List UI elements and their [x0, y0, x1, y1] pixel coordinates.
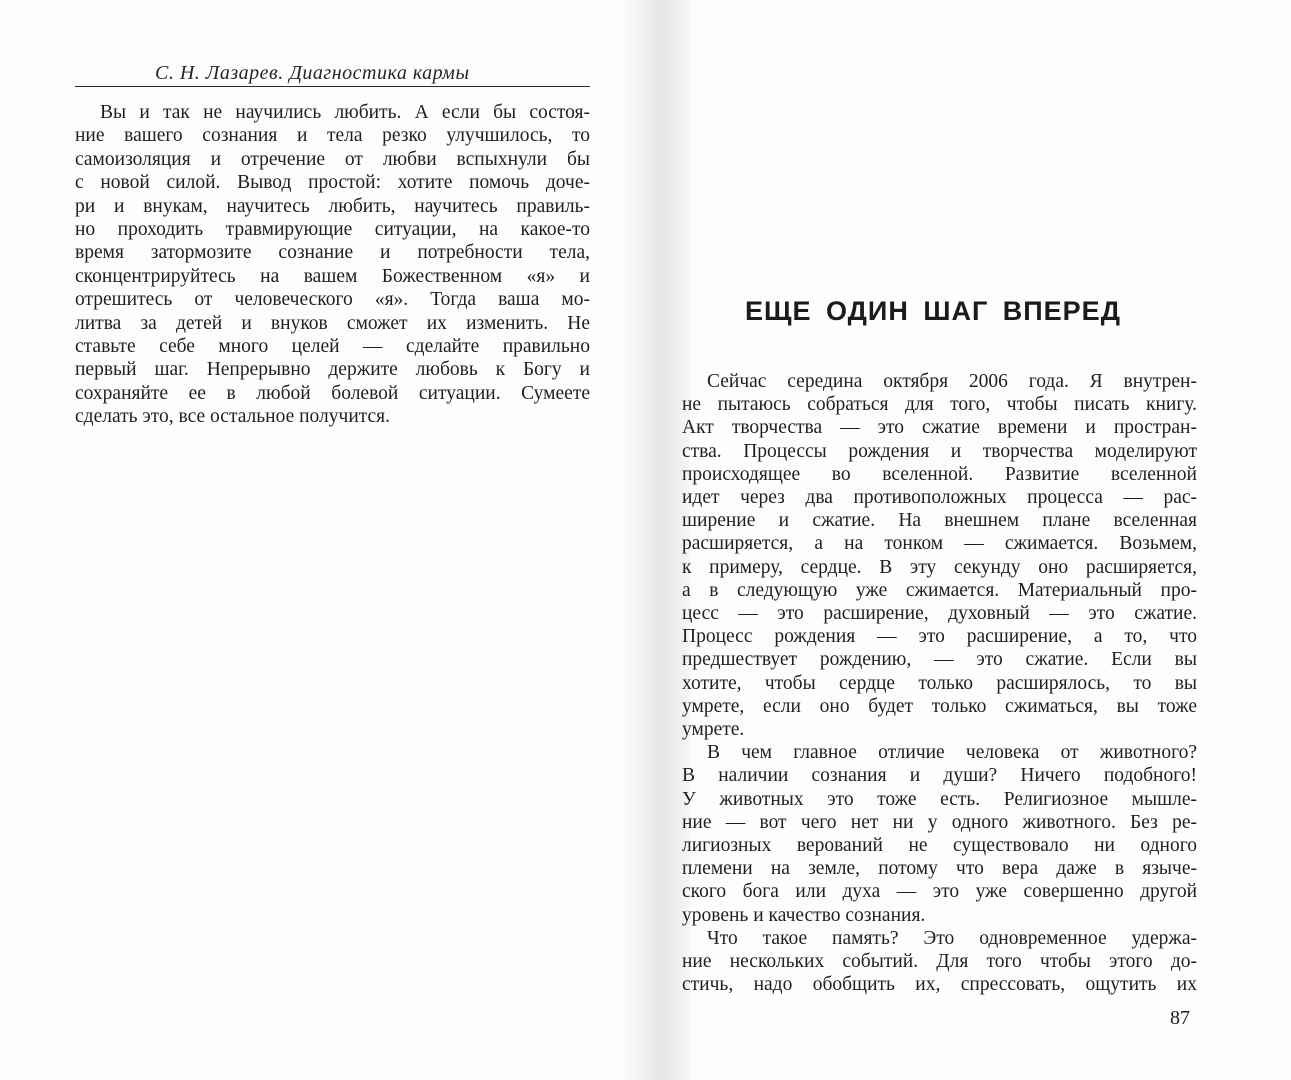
- text-line: ри и внукам, научитесь любить, научитесь правиль-: [75, 195, 590, 217]
- text-line: ского бога или духа — это уже совершенно другой: [682, 881, 1197, 903]
- text-line: происходящее во вселенной. Развитие вселенной: [682, 463, 1197, 485]
- text-line: ставьте себе много целей — сделайте правильно: [75, 336, 590, 358]
- text-line: умрете, если оно будет только сжиматься, вы тоже: [682, 695, 1197, 717]
- text-line: расширяется, а на тонком — сжимается. Возьмем,: [682, 533, 1197, 555]
- text-line: идет через два противоположных процесса — рас-: [682, 487, 1197, 509]
- text-line: ние — вот чего нет ни у одного животного. Без ре-: [682, 811, 1197, 833]
- text-line: хотите, чтобы сердце только расширялось, то вы: [682, 672, 1197, 694]
- right-page-text: [682, 370, 1197, 996]
- text-line: уровень и качество сознания.: [682, 904, 926, 926]
- text-line: сконцентрируйтесь на вашем Божественном «я» и: [75, 265, 590, 287]
- text-line: ние нескольких событий. Для того чтобы этого до-: [682, 951, 1197, 973]
- text-line: но проходить травмирующие ситуации, на какое-то: [75, 219, 590, 241]
- text-line: цесс — это расширение, духовный — это сжатие.: [682, 603, 1197, 625]
- text-line: племени на земле, потому что вера даже в языче-: [682, 858, 1197, 880]
- text-line: ства. Процессы рождения и творчества моделируют: [682, 440, 1197, 462]
- text-line: Вы и так не научились любить. А если бы состоя-: [100, 102, 590, 123]
- text-line: первый шаг. Непрерывно держите любовь к Богу и: [75, 359, 590, 381]
- chapter-title: ЕЩЕ ОДИН ШАГ ВПЕРЕД: [745, 296, 1121, 326]
- text-line: стичь, надо обобщить их, спрессовать, ощутить их: [682, 974, 1197, 996]
- text-line: к примеру, сердце. В эту секунду оно расширяется,: [682, 556, 1197, 578]
- text-line: самоизоляция и отречение от любви вспыхнули бы: [75, 148, 590, 170]
- text-line: В чем главное отличие человека от животного?: [707, 742, 1197, 764]
- text-line: умрете.: [682, 719, 745, 741]
- text-line: Акт творчества — это сжатие времени и простран-: [682, 417, 1197, 439]
- text-line: время затормозите сознание и потребности тела,: [75, 242, 590, 264]
- running-head: С. Н. Лазарев. Диагностика кармы: [155, 62, 470, 84]
- text-line: ширение и сжатие. На внешнем плане вселенная: [682, 510, 1197, 532]
- text-line: Что такое память? Это одновременное удержа-: [707, 927, 1197, 949]
- book-gutter: [620, 0, 690, 1080]
- text-line: Процесс рождения — это расширение, а то, что: [682, 626, 1197, 648]
- text-line: с новой силой. Вывод простой: хотите помочь доче-: [75, 172, 590, 194]
- page-number: 87: [1170, 1007, 1190, 1029]
- left-page-text: [75, 101, 590, 429]
- text-line: сделать это, все остальное получится.: [75, 406, 391, 428]
- text-line: литва за детей и внуков сможет их изменить. Не: [75, 312, 590, 334]
- text-line: предшествует рождению, — это сжатие. Если вы: [682, 649, 1197, 671]
- text-line: Сейчас середина октября 2006 года. Я внутрен-: [707, 371, 1197, 392]
- text-line: а в следующую уже сжимается. Материальный про-: [682, 579, 1197, 601]
- text-line: лигиозных верований не существовало ни одного: [682, 835, 1197, 857]
- text-line: не пытаюсь собраться для того, чтобы писать книгу.: [682, 394, 1197, 416]
- text-line: ние вашего сознания и тела резко улучшилось, то: [75, 125, 590, 147]
- text-line: У животных это тоже есть. Религиозное мышле-: [682, 788, 1197, 810]
- text-line: отрешитесь от человеческого «я». Тогда ваша мо-: [75, 289, 590, 311]
- header-rule: [75, 86, 590, 87]
- text-line: сохраняйте ее в любой болевой ситуации. Сумеете: [75, 382, 590, 404]
- text-line: В наличии сознания и души? Ничего подобного!: [682, 765, 1197, 787]
